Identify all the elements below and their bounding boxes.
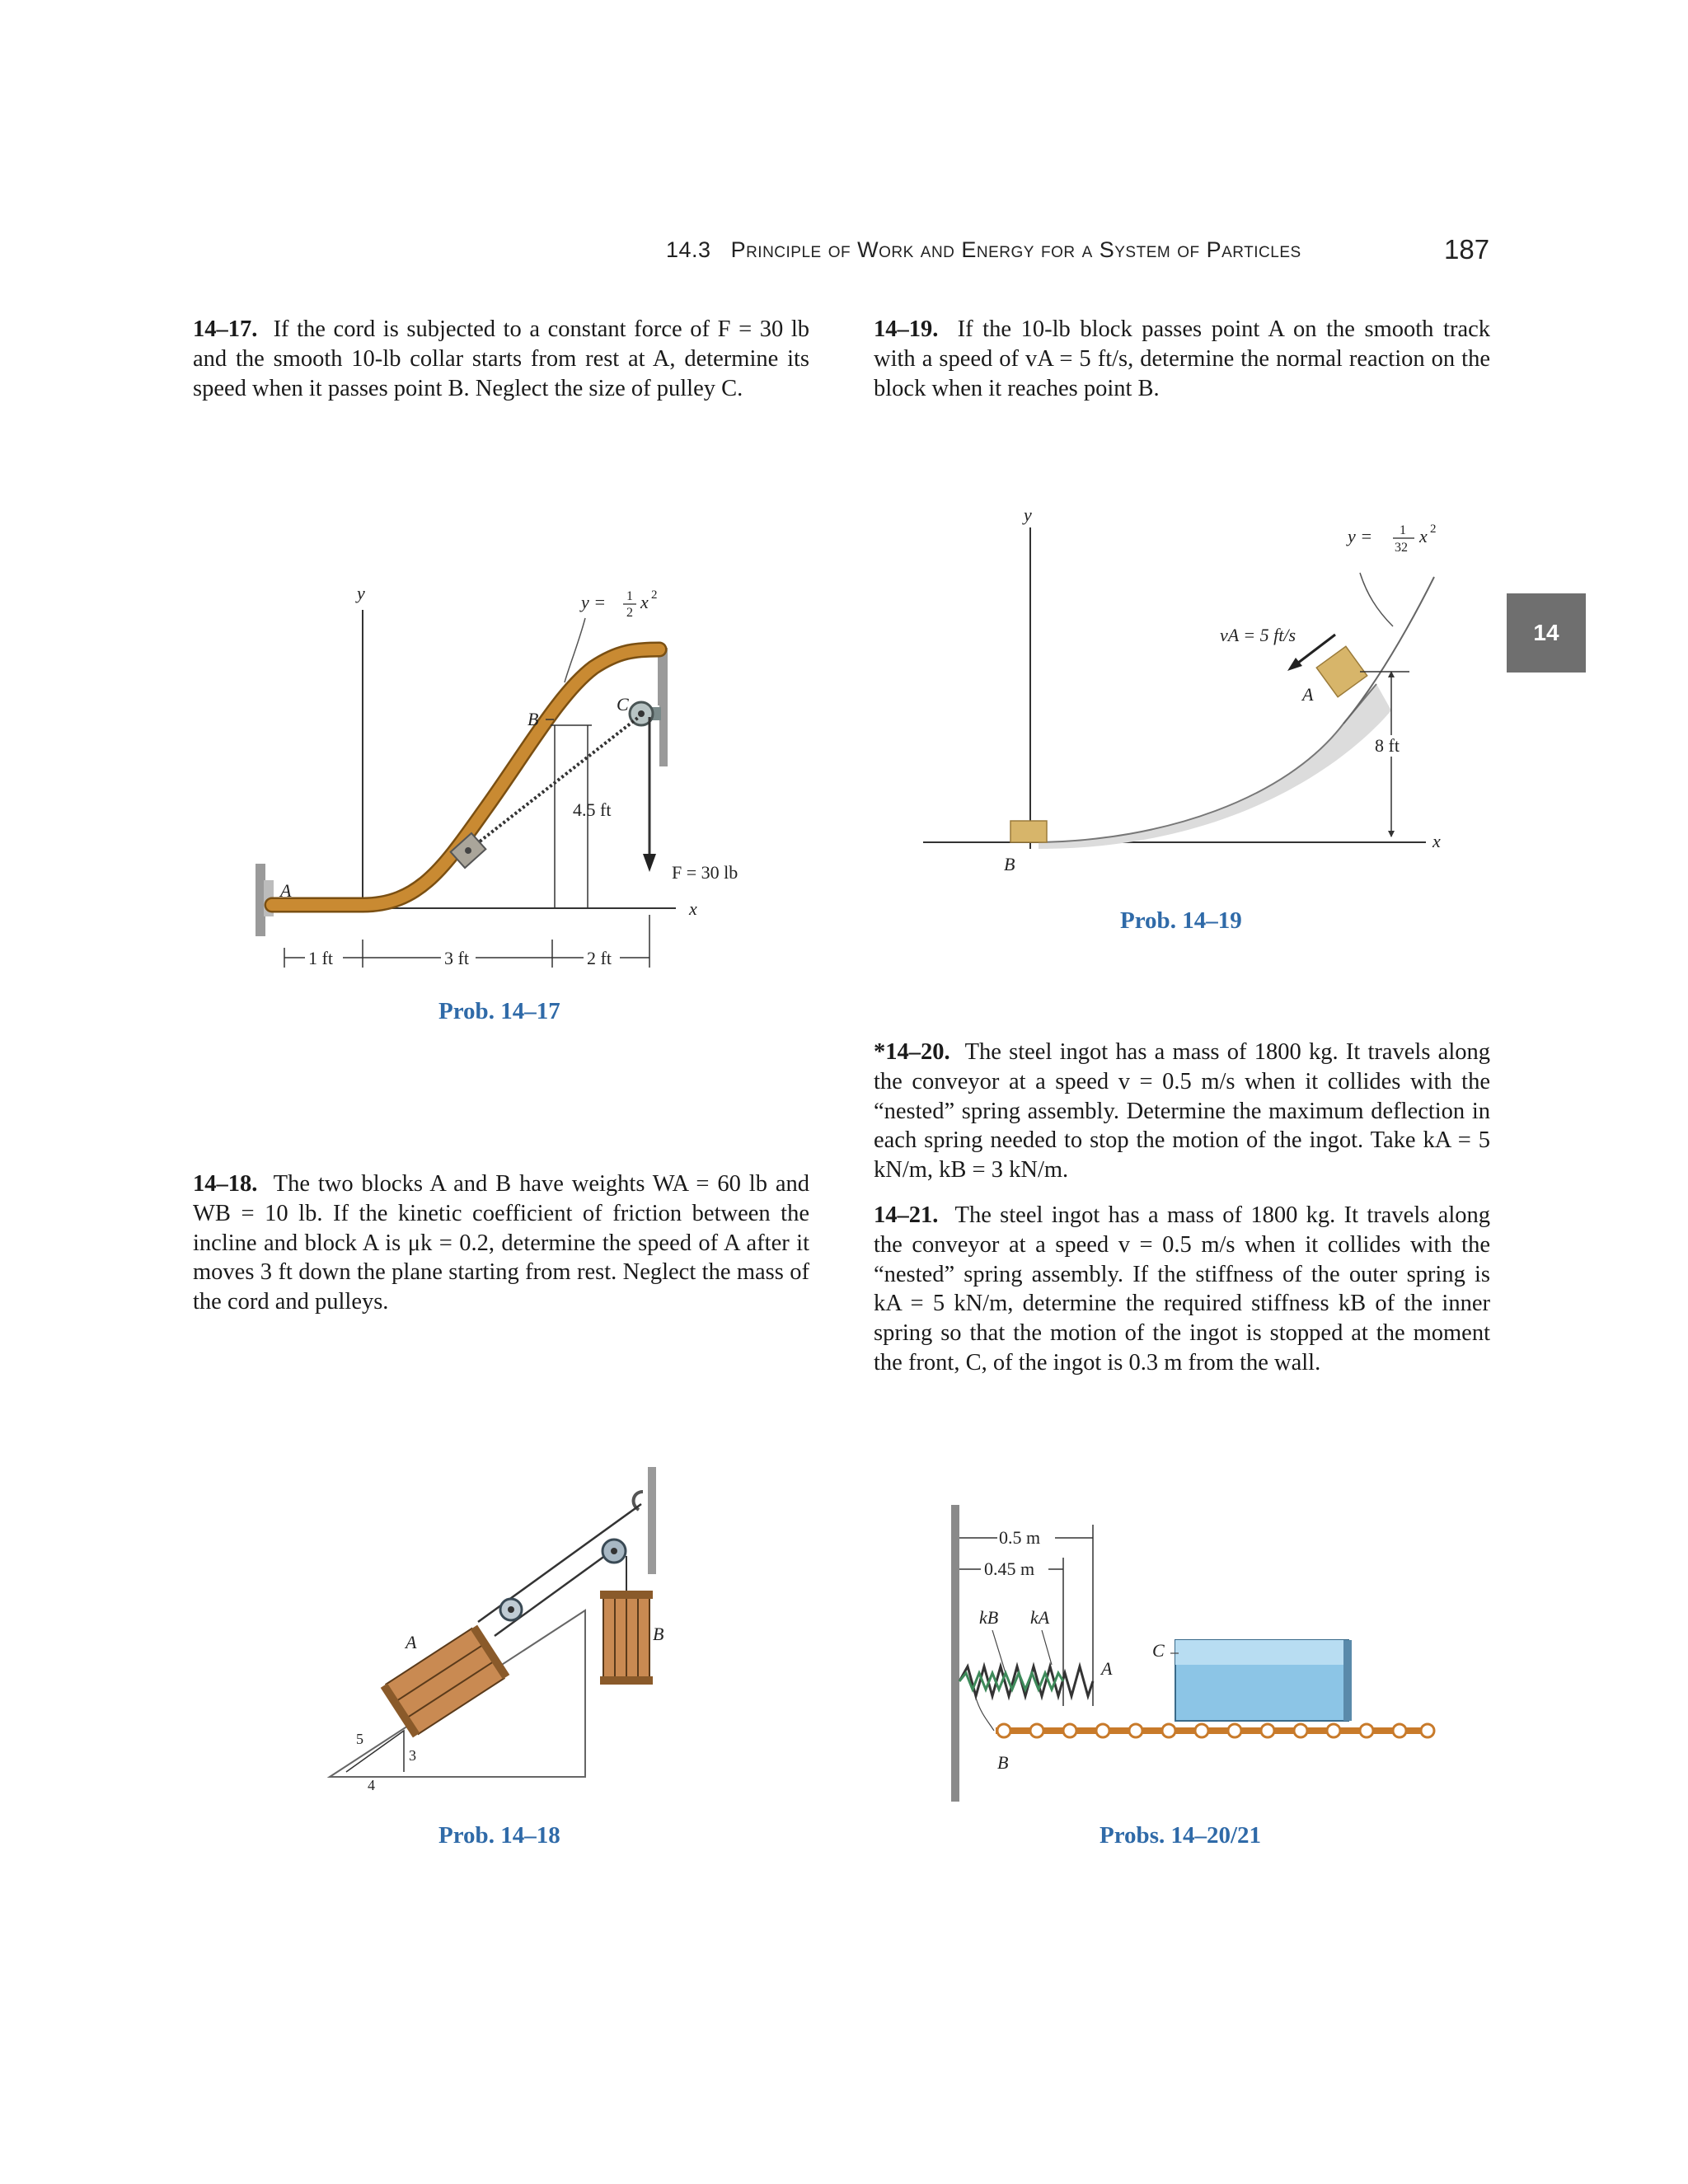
svg-text:2: 2: [626, 606, 633, 620]
problem-14-21: [874, 1201, 1490, 1378]
label-a: A: [280, 880, 292, 901]
svg-text:3: 3: [409, 1747, 416, 1764]
caption-14-19: Prob. 14–19: [1120, 907, 1242, 934]
svg-text:kB: kB: [979, 1607, 999, 1628]
problem-number: 14–21.: [874, 1202, 939, 1228]
height-label: 4.5 ft: [573, 799, 612, 820]
problem-number: 14–17.: [193, 316, 258, 342]
page-number: 187: [1444, 234, 1490, 265]
dim-outer: 0.5 m: [999, 1527, 1041, 1548]
problem-14-20: [874, 1038, 1490, 1185]
chapter-tab: 14: [1507, 593, 1586, 673]
force-label: F = 30 lb: [672, 862, 738, 883]
dim-inner: 0.45 m: [984, 1558, 1035, 1579]
problem-number: *14–20.: [874, 1039, 950, 1065]
svg-text:1 ft: 1 ft: [308, 948, 333, 968]
figure-14-20-21: [940, 1492, 1451, 1821]
problem-text: The two blocks A and B have weights WA = 60 lb and WB = 10 lb. If the kinetic coefficient of friction between the incline and block A is μk = 0.2, determine the speed of A after it moves 3 ft down the plane starting from rest. Neglect the mass of the cord and pulleys.: [193, 1171, 809, 1315]
svg-text:2 ft: 2 ft: [587, 948, 612, 968]
svg-text:x: x: [640, 592, 649, 612]
figure-14-17: [239, 569, 783, 997]
svg-text:32: 32: [1395, 541, 1408, 555]
svg-text:5: 5: [356, 1731, 363, 1747]
section-header: [666, 237, 1301, 263]
svg-text:x: x: [1419, 526, 1428, 546]
section-title: Principle of Work and Energy for a System of Particles: [730, 237, 1301, 262]
problem-14-19: [874, 315, 1490, 403]
problem-14-17: [193, 315, 809, 403]
svg-text:y =: y =: [1348, 526, 1373, 546]
label-b: B: [653, 1624, 664, 1644]
problem-number: 14–18.: [193, 1171, 258, 1197]
problem-number: 14–19.: [874, 316, 939, 342]
label-c: C: [1152, 1640, 1165, 1661]
x-axis-label: x: [689, 898, 697, 919]
problem-text: If the cord is subjected to a constant force of F = 30 lb and the smooth 10-lb collar starts from rest at A, determine its speed when it passes point B. Neglect the size of pulley C.: [193, 316, 810, 401]
y-axis-label: y: [357, 583, 365, 603]
label-b: B: [997, 1752, 1009, 1773]
caption-14-17: Prob. 14–17: [438, 998, 560, 1024]
svg-text:1: 1: [1400, 523, 1406, 537]
label-a: A: [406, 1632, 417, 1652]
label-c: C: [617, 694, 629, 715]
x-axis-label: x: [1432, 831, 1441, 851]
svg-text:1: 1: [626, 589, 633, 603]
y-axis-label: y: [1024, 504, 1032, 525]
section-number: 14.3: [666, 237, 711, 262]
caption-14-20-21: Probs. 14–20/21: [1100, 1822, 1262, 1849]
svg-text:y =: y =: [581, 592, 607, 612]
svg-text:2: 2: [651, 588, 658, 602]
problem-text: The steel ingot has a mass of 1800 kg. It travels along the conveyor at a speed v = 0.5 m/s when it collides with the “nested” spring assembly. Determine the maximum deflection in each spring needed to stop the motion of the ingot. Take kA = 5 kN/m, kB = 3 kN/m.: [874, 1039, 1490, 1183]
figure-14-18: [313, 1459, 709, 1805]
label-b: B: [528, 709, 539, 729]
label-a: A: [1302, 684, 1314, 705]
svg-text:4: 4: [368, 1777, 375, 1793]
label-b: B: [1004, 854, 1015, 874]
svg-text:2: 2: [1430, 523, 1437, 536]
svg-text:kA: kA: [1030, 1607, 1050, 1628]
height-label: 8 ft: [1375, 735, 1400, 756]
label-a: A: [1101, 1658, 1113, 1679]
problem-text: If the 10-lb block passes point A on the smooth track with a speed of vA = 5 ft/s, determine the normal reaction on the block when it reaches point B.: [874, 316, 1490, 401]
svg-text:3 ft: 3 ft: [444, 948, 469, 968]
caption-14-18: Prob. 14–18: [438, 1822, 560, 1849]
figure-14-19: [915, 503, 1459, 890]
problem-14-18: [193, 1169, 809, 1317]
speed-label: vA = 5 ft/s: [1220, 625, 1296, 645]
problem-text: The steel ingot has a mass of 1800 kg. It travels along the conveyor at a speed v = 0.5 m/s when it collides with the “nested” spring assembly. If the stiffness of the outer spring is kA = 5 kN/m, determine the required stiffness kB of the inner spring so that the motion of the ingot is stopped at the moment the front, C, of the ingot is 0.3 m from the wall.: [874, 1202, 1490, 1376]
